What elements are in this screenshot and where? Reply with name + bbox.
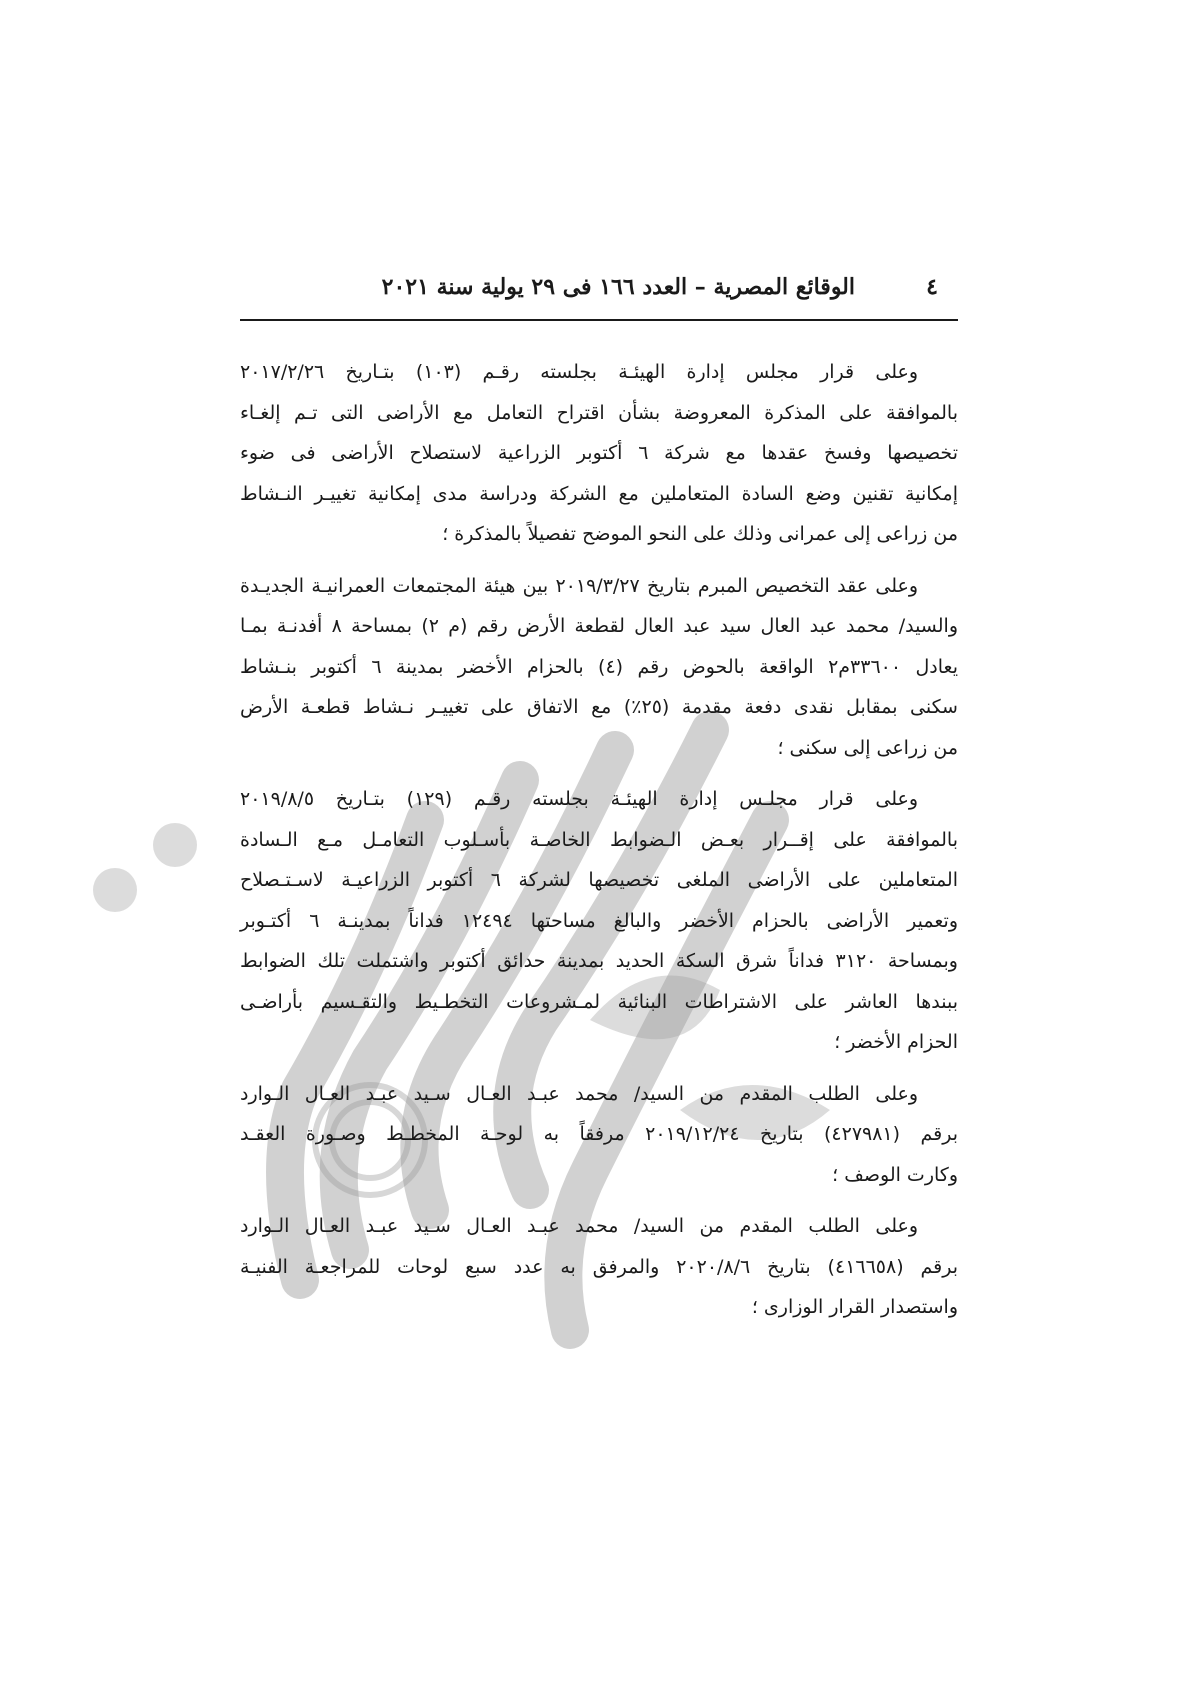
paragraph-line: الحزام الأخضر ؛ — [834, 1031, 958, 1053]
paragraph-line: إمكانية تقنين وضع السادة المتعاملين مع الشركة ودراسة مدى إمكانية تغييـر النـشاط — [240, 482, 958, 505]
paragraph-line: المتعاملين على الأراضى الملغى تخصيصها لشركة ٦ أكتوبر الزراعيـة لاسـتـصلاح — [240, 869, 958, 891]
paragraph-line: تخصيصها وفسخ عقدها مع شركة ٦ أكتوبر الزراعية لاستصلاح الأراضى فى ضوء — [240, 442, 958, 464]
paragraph-line: يعادل ٣٣٦٠٠م٢ الواقعة بالحوض رقم (٤) بالحزام الأخضر بمدينة ٦ أكتوبر بنـشاط — [240, 655, 958, 678]
paragraph-line: بالموافقة على المذكرة المعروضة بشأن اقتراح التعامل مع الأراضى التى تـم إلغـاء — [240, 401, 958, 424]
paragraph-line: والسيد/ محمد عبد العال سيد عبد العال لقطعة الأرض رقم (م ٢) بمساحة ٨ أفدنـة بمـا — [240, 615, 959, 637]
page-number: ٤ — [926, 274, 938, 300]
paragraph-line: وكارت الوصف ؛ — [832, 1163, 958, 1186]
paragraph-line: وتعمير الأراضى بالحزام الأخضر والبالغ مساحتها ١٢٤٩٤ فداناً بمدينـة ٦ أكتـوبر — [240, 909, 958, 932]
decree-paragraph — [240, 1074, 958, 1196]
paragraph-line: بالموافقة على إقــرار بعـض الـضوابط الخاصـة بأسـلوب التعامـل مـع الـسادة — [240, 828, 958, 851]
paragraph-line: من زراعى إلى سكنى ؛ — [777, 736, 958, 759]
paragraph-line: وعلى قرار مجلس إدارة الهيئـة بجلسته رقـم (١٠٣) بتـاريخ ٢٠١٧/٢/٢٦ — [240, 361, 918, 383]
paragraph-line: ببندها العاشر على الاشتراطات البنائية لمـشروعات التخطـيط والتقـسيم بأراضـى — [240, 990, 958, 1013]
decree-paragraph — [240, 1206, 958, 1328]
paragraph-line: من زراعى إلى عمرانى وذلك على النحو الموضح تفصيلاً بالمذكرة ؛ — [442, 523, 958, 545]
gazette-header-title: الوقائع المصرية – العدد ١٦٦ فى ٢٩ يولية سنة ٢٠٢١ — [381, 274, 855, 300]
paragraph-line: وعلى قرار مجلـس إدارة الهيئـة بجلسته رقـم (١٢٩) بتـاريخ ٢٠١٩/٨/٥ — [240, 788, 918, 810]
paragraph-line: برقم (٤١٦٦٥٨) بتاريخ ٢٠٢٠/٨/٦ والمرفق به عدد سبع لوحات للمراجعـة الفنيـة — [240, 1255, 959, 1278]
decree-paragraph — [240, 566, 958, 769]
header-divider — [240, 319, 958, 321]
paragraph-line: وعلى الطلب المقدم من السيد/ محمد عبـد العـال سـيد عبـد العـال الـوارد — [240, 1082, 918, 1105]
paragraph-line: وعلى الطلب المقدم من السيد/ محمد عبـد العـال سـيد عبـد العـال الـوارد — [240, 1215, 918, 1237]
decree-paragraph — [240, 779, 958, 1063]
paragraph-line: واستصدار القرار الوزارى ؛ — [751, 1296, 958, 1318]
paragraph-line: سكنى بمقابل نقدى دفعة مقدمة (٢٥٪) مع الاتفاق على تغييـر نـشاط قطعـة الأرض — [240, 696, 958, 718]
paragraph-line: وبمساحة ٣١٢٠ فداناً شرق السكة الحديد بمدينة حدائق أكتوبر واشتملت تلك الضوابط — [240, 950, 958, 972]
paragraph-line: برقم (٤٢٧٩٨١) بتاريخ ٢٠١٩/١٢/٢٤ مرفقاً به لوحـة المخطـط وصـورة العقـد — [240, 1123, 958, 1145]
paragraph-line: وعلى عقد التخصيص المبرم بتاريخ ٢٠١٩/٣/٢٧ بين هيئة المجتمعات العمرانيـة الجديـدة — [240, 574, 918, 597]
decree-body — [240, 352, 958, 1339]
page-header — [240, 270, 960, 314]
decree-paragraph — [240, 352, 958, 555]
